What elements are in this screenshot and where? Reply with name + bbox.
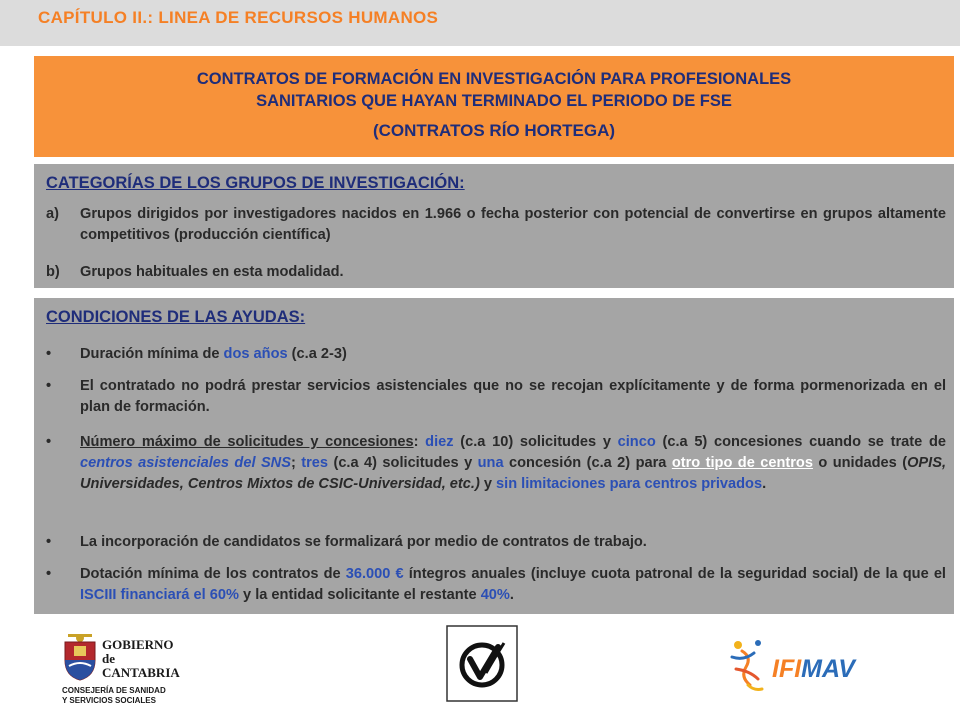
top-bar [0, 0, 960, 46]
list-text: El contratado no podrá prestar servicios asistenciales que no se recojan explícitamente y de forma pormenorizada en el plan de formación. [80, 378, 946, 415]
list-item [46, 564, 946, 606]
coat-of-arms-icon [62, 632, 98, 682]
ifimav-logo [728, 635, 855, 702]
bullet: • [46, 378, 52, 394]
categories-section [34, 164, 954, 288]
bullet: • [46, 534, 52, 550]
cantabria-name: GOBIERNO de CANTABRIA [102, 637, 180, 680]
cantabria-department: CONSEJERÍA DE SANIDAD Y SERVICIOS SOCIALES [62, 686, 166, 705]
list-item [46, 376, 946, 418]
slide-header [34, 56, 954, 157]
list-text: Grupos dirigidos por investigadores nacidos en 1.966 o fecha posterior con potencial de convertirse en grupos altamente competitivos (producción científica) [80, 206, 946, 243]
list-item [46, 204, 946, 246]
list-marker: a) [46, 206, 59, 222]
list-item [46, 344, 946, 365]
emblem-logo-icon [446, 625, 518, 702]
ifimav-figure-icon [728, 635, 772, 697]
chapter-title: CAPÍTULO II.: LINEA DE RECURSOS HUMANOS [38, 8, 439, 27]
ifimav-wordmark: IFIMAV [772, 655, 855, 683]
bullet: • [46, 566, 52, 582]
conditions-title: CONDICIONES DE LAS AYUDAS: [46, 308, 306, 326]
conditions-section [34, 298, 954, 614]
list-text: Dotación mínima de los contratos de 36.000 € íntegros anuales (incluye cuota patronal de la seguridad social) de la que el ISCIII financiará el 60% y la entidad solicitante el restante 40%. [80, 566, 946, 603]
list-text: Número máximo de solicitudes y concesiones: diez (c.a 10) solicitudes y cinco (c.a 5) concesiones cuando se trate de centros asistenciales del SNS; tres (c.a 4) solicitudes y una concesión (c.a 2) para otro tipo de centros o unidades (OPIS, Universidades, Centros Mixtos de CSIC-Universidad, etc.) y sin limitaciones para centros privados. [80, 434, 947, 492]
header-line-3: (CONTRATOS RÍO HORTEGA) [372, 121, 616, 140]
list-item [46, 262, 946, 283]
list-item [46, 532, 946, 553]
bullet: • [46, 434, 52, 450]
header-line-1: CONTRATOS DE FORMACIÓN EN INVESTIGACIÓN PARA PROFESIONALES [196, 70, 792, 88]
list-item [46, 432, 946, 495]
bullet: • [46, 346, 52, 362]
list-text: Duración mínima de dos años (c.a 2-3) [80, 346, 347, 362]
list-text: Grupos habituales en esta modalidad. [80, 264, 344, 280]
cantabria-logo [62, 632, 180, 705]
list-marker: b) [46, 264, 60, 280]
list-text: La incorporación de candidatos se formalizará por medio de contratos de trabajo. [80, 534, 647, 550]
header-line-2: SANITARIOS QUE HAYAN TERMINADO EL PERIODO DE FSE [256, 92, 732, 110]
categories-title: CATEGORÍAS DE LOS GRUPOS DE INVESTIGACIÓN: [46, 174, 465, 192]
